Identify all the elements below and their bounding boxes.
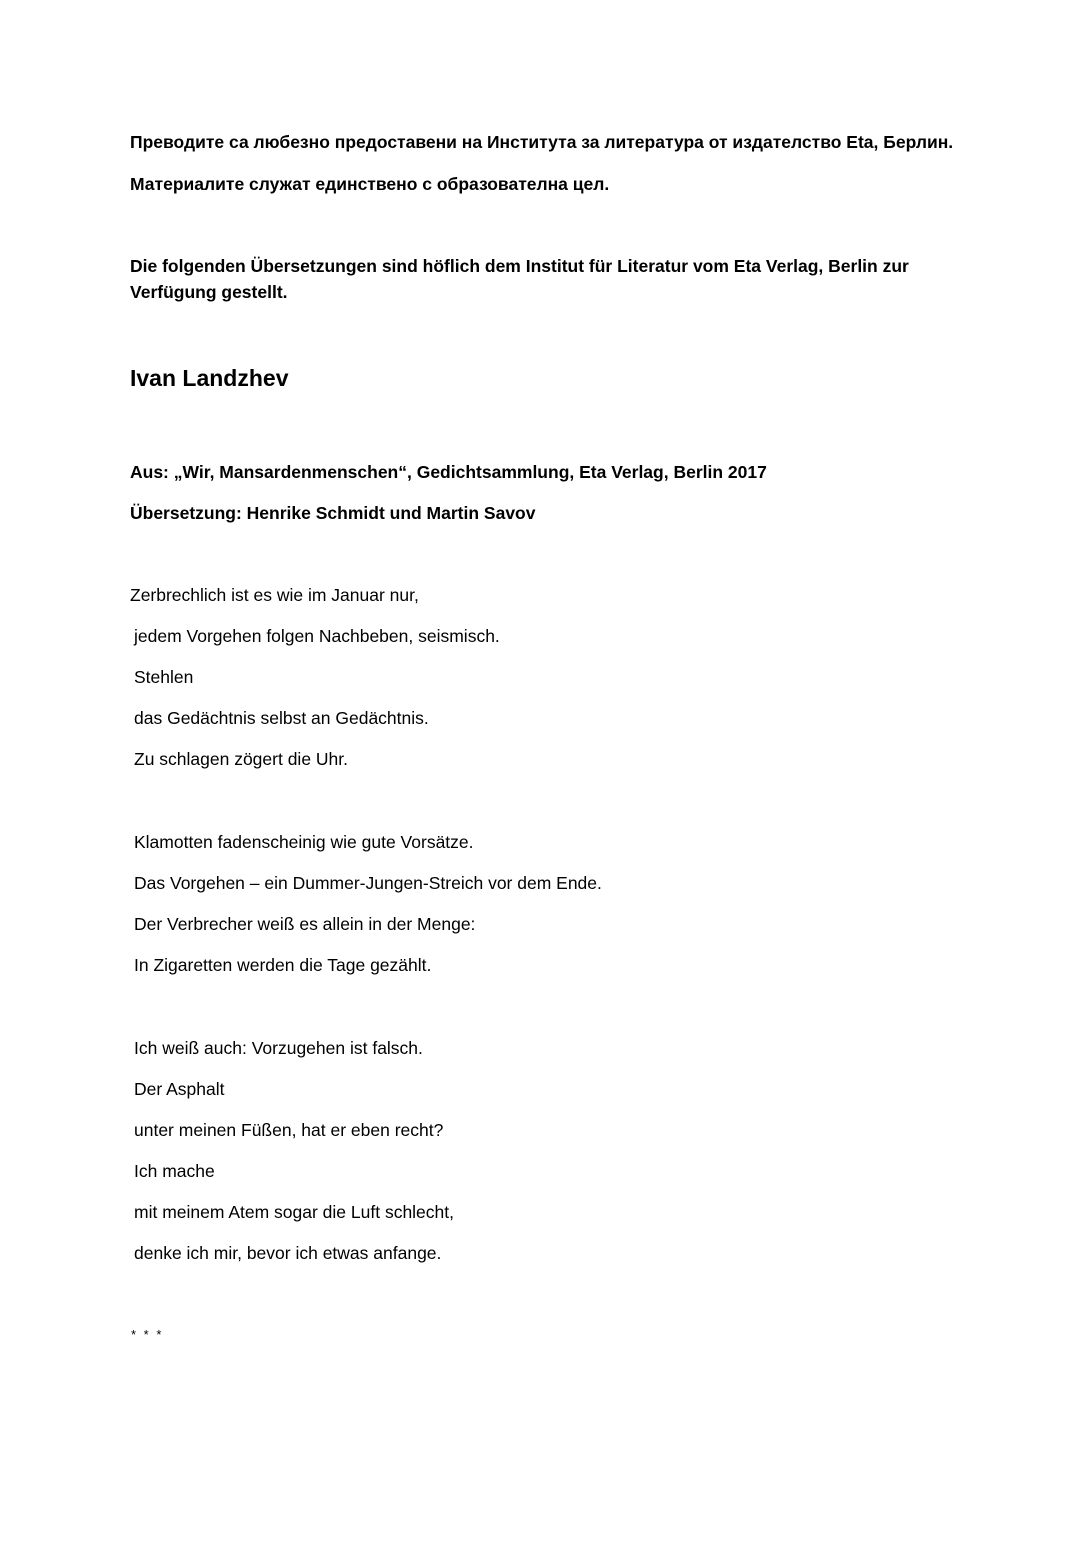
poem-line: Stehlen [134,667,194,687]
poem-line: Ich mache [134,1161,215,1181]
poem-line: Zerbrechlich ist es wie im Januar nur, [130,585,419,605]
poem-line: Der Verbrecher weiß es allein in der Menge: [134,914,476,934]
author-heading: Ivan Landzhev [130,365,289,391]
notice-bulgarian-line-2: Материалите служат единствено с образователна цел. [130,174,610,194]
section-separator: * * * [131,1327,164,1342]
notice-german: Die folgenden Übersetzungen sind höflich dem Institut für Literatur vom Eta Verlag, Berlin zur Verfügung gestellt. [130,256,909,302]
source-line: Aus: „Wir, Mansardenmenschen“, Gedichtsammlung, Eta Verlag, Berlin 2017 [130,462,767,482]
poem-line: jedem Vorgehen folgen Nachbeben, seismisch. [134,626,500,646]
poem-line: das Gedächtnis selbst an Gedächtnis. [134,708,429,728]
poem-line: denke ich mir, bevor ich etwas anfange. [134,1243,442,1263]
poem-line: Klamotten fadenscheinig wie gute Vorsätze. [134,832,474,852]
poem-line: Der Asphalt [134,1079,225,1099]
poem-line: mit meinem Atem sogar die Luft schlecht, [134,1202,454,1222]
poem-line: Das Vorgehen – ein Dummer-Jungen-Streich vor dem Ende. [134,873,602,893]
poem-line: unter meinen Füßen, hat er eben recht? [134,1120,444,1140]
notice-bulgarian-line-1: Преводите са любезно предоставени на Института за литература от издателство Eta, Берлин. [130,132,954,152]
translation-credit: Übersetzung: Henrike Schmidt und Martin Savov [130,503,536,523]
poem-line: Zu schlagen zögert die Uhr. [134,749,349,769]
poem-line: Ich weiß auch: Vorzugehen ist falsch. [134,1038,423,1058]
poem-line: In Zigaretten werden die Tage gezählt. [134,955,432,975]
